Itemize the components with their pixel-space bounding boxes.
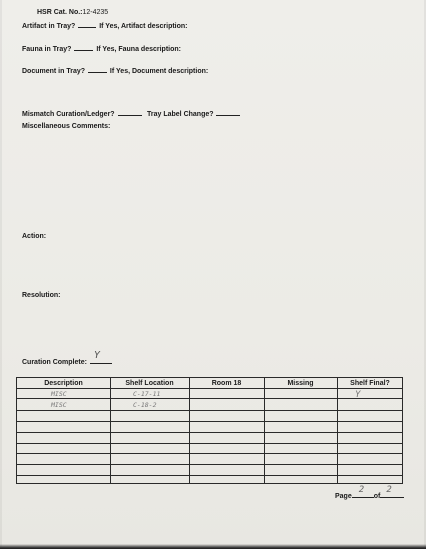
fauna-prompt: Fauna in Tray? (22, 46, 72, 53)
page-label: Page (335, 493, 352, 500)
tray-label-question (147, 108, 241, 119)
inventory-table (16, 377, 403, 484)
page-number (335, 485, 404, 501)
header-description: Description (44, 380, 83, 387)
artifact-answer-blank[interactable] (78, 20, 96, 28)
page-total-value: 2 (386, 485, 392, 495)
scan-bottom-edge (0, 544, 426, 549)
page-total-blank[interactable] (380, 485, 404, 498)
catalog-number-value: 12-4235 (82, 9, 109, 16)
of-label: of (373, 493, 381, 500)
curation-complete-value: Y (93, 350, 100, 361)
row2-description: MISC (51, 401, 67, 409)
tray-label-prompt: Tray Label Change? (147, 111, 214, 118)
fauna-answer-blank[interactable] (74, 43, 93, 51)
header-room-18: Room 18 (211, 380, 242, 387)
mismatch-question (22, 108, 143, 119)
header-missing: Missing (287, 380, 314, 387)
fauna-followup: If Yes, Fauna description: (96, 46, 181, 53)
page-current-blank[interactable] (352, 485, 374, 498)
row1-shelf-location: C-17-11 (133, 390, 161, 398)
document-answer-blank[interactable] (88, 65, 107, 73)
mismatch-prompt: Mismatch Curation/Ledger? (22, 111, 115, 118)
fauna-question (22, 43, 181, 54)
row2-shelf-location: C-18-2 (133, 401, 157, 409)
artifact-followup: If Yes, Artifact description: (99, 23, 188, 30)
tray-label-answer-blank[interactable] (216, 108, 240, 116)
row1-shelf-final: Y (355, 390, 361, 400)
resolution-label: Resolution: (22, 292, 61, 299)
catalog-number (37, 8, 108, 17)
catalog-number-label: HSR Cat. No.: (37, 9, 83, 16)
curation-complete-blank[interactable] (90, 350, 112, 364)
misc-comments-label: Miscellaneous Comments: (22, 123, 111, 130)
curation-complete (22, 350, 113, 367)
document-question (22, 65, 208, 76)
header-shelf-location: Shelf Location (125, 380, 174, 387)
page-current-value: 2 (358, 485, 365, 495)
document-prompt: Document in Tray? (22, 68, 86, 75)
row1-description: MISC (51, 390, 67, 398)
header-shelf-final: Shelf Final? (350, 380, 390, 387)
mismatch-answer-blank[interactable] (118, 108, 142, 116)
artifact-prompt: Artifact in Tray? (22, 23, 76, 30)
artifact-question (22, 20, 188, 31)
document-followup: If Yes, Document description: (109, 68, 209, 75)
curation-complete-label: Curation Complete: (22, 359, 87, 366)
left-edge-shadow (0, 0, 2, 549)
action-label: Action: (22, 233, 47, 240)
